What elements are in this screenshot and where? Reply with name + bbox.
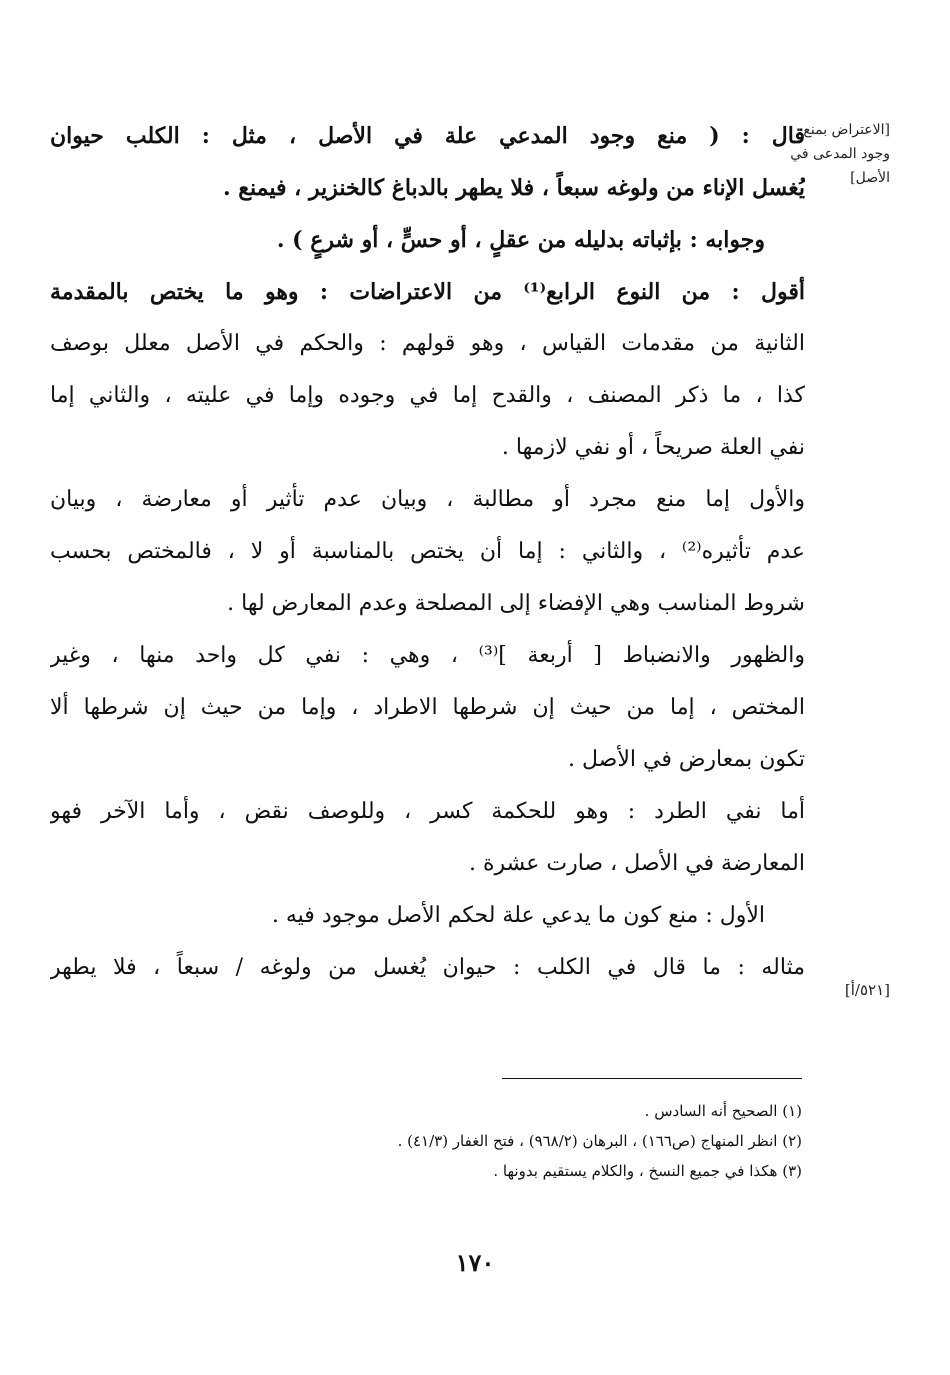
text-line: عدم تأثيره⁽²⁾ ، والثاني : إما أن يختص بالمناسبة أو لا ، فالمختص بحسب	[50, 539, 805, 564]
text-line: مثاله : ما قال في الكلب : حيوان يُغسل من ولوغه / سبعاً ، فلا يطهر	[50, 955, 805, 980]
footnote-separator	[502, 1078, 802, 1079]
text-line: شروط المناسب وهي الإفضاء إلى المصلحة وعدم المعارض لها .	[227, 591, 805, 616]
footnote: (٣) هكذا في جميع النسخ ، والكلام يستقيم بدونها .	[493, 1162, 802, 1180]
text-line: قال : ( منع وجود المدعي علة في الأصل ، مثل : الكلب حيوان	[50, 123, 805, 149]
margin-note-manuscript-folio: [٥٢١/أ]	[844, 981, 890, 999]
page-number: ١٧٠	[455, 1248, 495, 1277]
footnote: (١) الصحيح أنه السادس .	[644, 1102, 802, 1120]
text-line: والأول إما منع مجرد أو مطالبة ، وبيان عدم تأثير أو معارضة ، وبيان	[50, 487, 805, 512]
text-line: أقول : من النوع الرابع⁽¹⁾ من الاعتراضات : وهو ما يختص بالمقدمة	[50, 279, 805, 305]
text-line: المختص ، إما من حيث إن شرطها الاطراد ، وإما من حيث إن شرطها ألا	[50, 695, 805, 720]
text-line: تكون بمعارض في الأصل .	[568, 747, 805, 772]
footnotes	[102, 1096, 802, 1186]
text-line: الأول : منع كون ما يدعي علة لحكم الأصل موجود فيه .	[271, 903, 765, 928]
text-line: الثانية من مقدمات القياس ، وهو قولهم : والحكم في الأصل معلل بوصف	[50, 331, 805, 356]
text-line: أما نفي الطرد : وهو للحكمة كسر ، وللوصف نقض ، وأما الآخر فهو	[50, 799, 805, 824]
main-text-block	[50, 110, 805, 994]
margin-note-section-heading: [الاعتراض بمنع وجود المدعى في الأصل]	[790, 122, 890, 186]
footnote: (٢) انظر المنهاج (ص١٦٦) ، البرهان (٩٦٨/٢) ، فتح الغفار (٤١/٣) .	[397, 1132, 802, 1150]
text-line: وجوابه : بإثباته بدليله من عقلٍ ، أو حسٍّ ، أو شرعٍ ) .	[276, 227, 765, 253]
text-line: يُغسل الإناء من ولوغه سبعاً ، فلا يطهر بالدباغ كالخنزير ، فيمنع .	[222, 175, 805, 201]
text-line: والظهور والانضباط [ أربعة ]⁽³⁾ ، وهي : نفي كل واحد منها ، وغير	[50, 643, 805, 668]
text-line: كذا ، ما ذكر المصنف ، والقدح إما في وجوده وإما في عليته ، والثاني إما	[50, 383, 805, 408]
text-line: نفي العلة صريحاً ، أو نفي لازمها .	[501, 435, 805, 460]
text-line: المعارضة في الأصل ، صارت عشرة .	[469, 851, 805, 876]
